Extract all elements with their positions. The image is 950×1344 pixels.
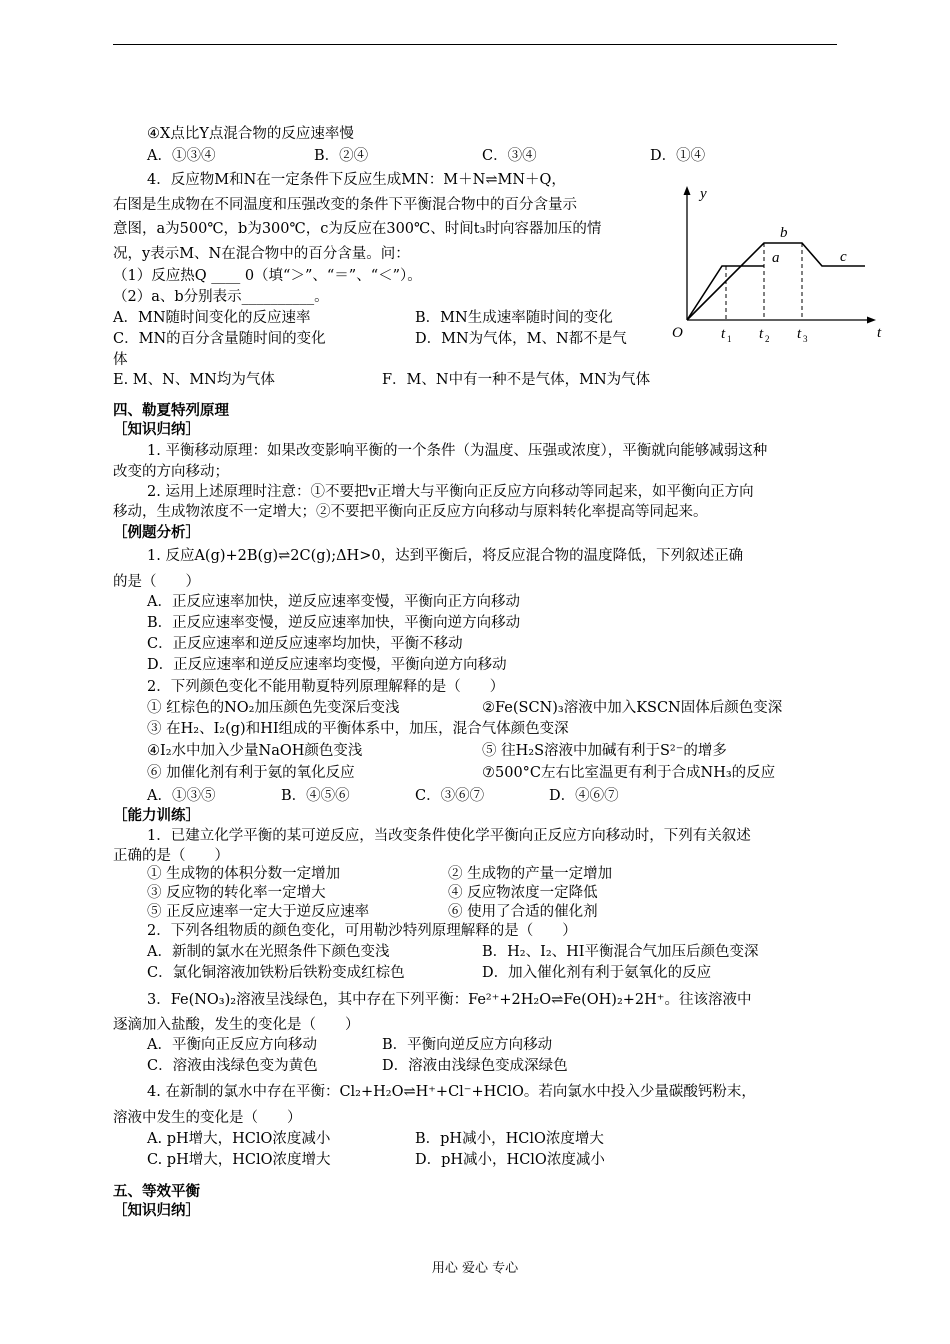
option: C．正反应速率和逆反应速率均加快，平衡不移动 (147, 636, 463, 652)
option: E. M、N、MN均为气体 (113, 372, 275, 388)
text-line: 移动，生成物浓度不一定增大；②不要把平衡向正反应方向移动与原料转化率提高等同起来。 (113, 504, 708, 520)
text-line: 正确的是（ ） (113, 848, 229, 864)
statement: ③ 反应物的转化率一定增大 (147, 885, 326, 901)
option: D．④⑥⑦ (549, 788, 619, 804)
option: C．③⑥⑦ (415, 788, 485, 804)
t3-subscript: 3 (803, 334, 808, 344)
question: 1. 反应A(g)+2B(g)⇌2C(g);ΔH>0，达到平衡后，将反应混合物的温度降低，下列叙述正确 (147, 548, 744, 564)
statement: ⑦500°C左右比室温更有利于合成NH₃的反应 (482, 765, 776, 781)
statement: ③ 在H₂、I₂(g)和HI组成的平衡体系中，加压，混合气体颜色变深 (147, 721, 569, 737)
x-label: t (877, 325, 882, 341)
subsection-heading: ［知识归纳］ (113, 1202, 200, 1219)
subsection-heading: ［例题分析］ (113, 524, 200, 541)
text-line: （2）a、b分别表示__________。 (113, 289, 329, 305)
t2-label: t (759, 326, 764, 342)
option: A．①③⑤ (147, 788, 216, 804)
option: D．加入催化剂有利于氨氧化的反应 (482, 965, 712, 981)
text-line: 改变的方向移动； (113, 464, 229, 480)
section-heading: 五、等效平衡 (113, 1183, 200, 1200)
text-line: 1. 平衡移动原理：如果改变影响平衡的一个条件（为温度、压强或浓度），平衡就向能够减弱这种 (147, 443, 768, 459)
option: B．MN生成速率随时间的变化 (415, 310, 613, 326)
statement: ④I₂水中加入少量NaOH颜色变浅 (147, 743, 363, 759)
option: C．MN的百分含量随时间的变化 (113, 331, 326, 347)
text-line: 况，y表示M、N在混合物中的百分含量。问： (113, 246, 410, 262)
statement: ②Fe(SCN)₃溶液中加入KSCN固体后颜色变深 (482, 700, 783, 716)
option: D．pH减小，HClO浓度减小 (415, 1152, 605, 1168)
option: A．①③④ (147, 148, 216, 164)
option: A．新制的氯水在光照条件下颜色变浅 (147, 944, 390, 960)
option: D．①④ (650, 148, 706, 164)
statement: ⑤ 往H₂S溶液中加碱有利于S²⁻的增多 (482, 743, 727, 759)
question: 1．已建立化学平衡的某可逆反应，当改变条件使化学平衡向正反应方向移动时，下列有关叙述 (147, 828, 751, 844)
text-line: 逐滴加入盐酸，发生的变化是（ ） (113, 1017, 360, 1033)
option: A．平衡向正反应方向移动 (147, 1037, 317, 1053)
text-line: （1）反应热Q ____ 0（填“＞”、“＝”、“＜”）。 (113, 268, 422, 284)
option: C．溶液由浅绿色变为黄色 (147, 1058, 318, 1074)
statement: ⑥ 使用了合适的催化剂 (448, 904, 598, 920)
question: 4．反应物M和N在一定条件下反应生成MN：M＋N⇌MN＋Q， (147, 172, 566, 188)
option: D．正反应速率和逆反应速率均变慢，平衡向逆方向移动 (147, 657, 507, 673)
question: 2．下列各组物质的颜色变化，可用勒沙特列原理解释的是（ ） (147, 923, 577, 939)
question: 4. 在新制的氯水中存在平衡：Cl₂+H₂O⇌H⁺+Cl⁻+HClO。若向氯水中投入少量碳酸钙粉末， (147, 1084, 756, 1100)
curve-b-label: b (780, 225, 788, 241)
header-rule (113, 44, 837, 45)
question: 3．Fe(NO₃)₂溶液呈浅绿色，其中存在下列平衡：Fe²⁺+2H₂O⇌Fe(OH)₂+2H⁺。往该溶液中 (147, 992, 752, 1008)
option: B．平衡向逆反应方向移动 (382, 1037, 553, 1053)
option: B．④⑤⑥ (281, 788, 350, 804)
option: B．正反应速率变慢，逆反应速率加快，平衡向逆方向移动 (147, 615, 521, 631)
option: F．M、N中有一种不是气体，MN为气体 (382, 372, 651, 388)
t2-subscript: 2 (765, 334, 770, 344)
subsection-heading: ［知识归纳］ (113, 421, 200, 438)
t1-label: t (721, 326, 726, 342)
option: D．溶液由浅绿色变成深绿色 (382, 1058, 568, 1074)
statement: ① 红棕色的NO₂加压颜色先变深后变浅 (147, 700, 400, 716)
option: C. pH增大，HClO浓度增大 (147, 1152, 331, 1168)
origin-label: O (672, 325, 683, 341)
text-line: 意图，a为500℃，b为300℃，c为反应在300℃、时间t₃时向容器加压的情 (113, 221, 602, 237)
text-line: 右图是生成物在不同温度和压强改变的条件下平衡混合物中的百分含量示 (113, 197, 577, 213)
option: C．氯化铜溶液加铁粉后铁粉变成红棕色 (147, 965, 405, 981)
option: B．②④ (314, 148, 369, 164)
text-line: ④X点比Y点混合物的反应速率慢 (147, 126, 354, 142)
option: B．pH减小，HClO浓度增大 (415, 1131, 604, 1147)
option: C．③④ (482, 148, 537, 164)
option: A．正反应速率加快，逆反应速率变慢，平衡向正方向移动 (147, 594, 520, 610)
statement: ① 生成物的体积分数一定增加 (147, 866, 341, 882)
statement: ④ 反应物浓度一定降低 (448, 885, 598, 901)
y-label: y (700, 186, 707, 202)
option: A．MN随时间变化的反应速率 (113, 310, 311, 326)
statement: ⑤ 正反应速率一定大于逆反应速率 (147, 904, 370, 920)
subsection-heading: ［能力训练］ (113, 807, 200, 824)
text-line: 体 (113, 352, 128, 368)
statement: ② 生成物的产量一定增加 (448, 866, 613, 882)
text-line: 2. 运用上述原理时注意：①不要把v正增大与平衡向正反应方向移动等同起来，如平衡向正方向 (147, 484, 754, 500)
y-axis-arrow (684, 186, 691, 195)
option: B．H₂、I₂、HI平衡混合气加压后颜色变深 (482, 944, 759, 960)
t1-subscript: 1 (727, 334, 732, 344)
t3-label: t (797, 326, 802, 342)
question: 2．下列颜色变化不能用勒夏特列原理解释的是（ ） (147, 679, 505, 695)
x-axis-arrow (867, 317, 876, 324)
text-line: 的是（ ） (113, 574, 200, 590)
section-heading: 四、勒夏特列原理 (113, 402, 229, 419)
curve-a-label: a (772, 250, 780, 266)
option: D．MN为气体，M、N都不是气 (415, 331, 627, 347)
option: A. pH增大，HClO浓度减小 (147, 1131, 331, 1147)
text-line: 溶液中发生的变化是（ ） (113, 1110, 302, 1126)
page-footer: 用心 爱心 专心 (431, 1261, 519, 1276)
equilibrium-graph (668, 180, 893, 350)
statement: ⑥ 加催化剂有利于氨的氧化反应 (147, 765, 355, 781)
curve-c-label: c (840, 249, 847, 265)
